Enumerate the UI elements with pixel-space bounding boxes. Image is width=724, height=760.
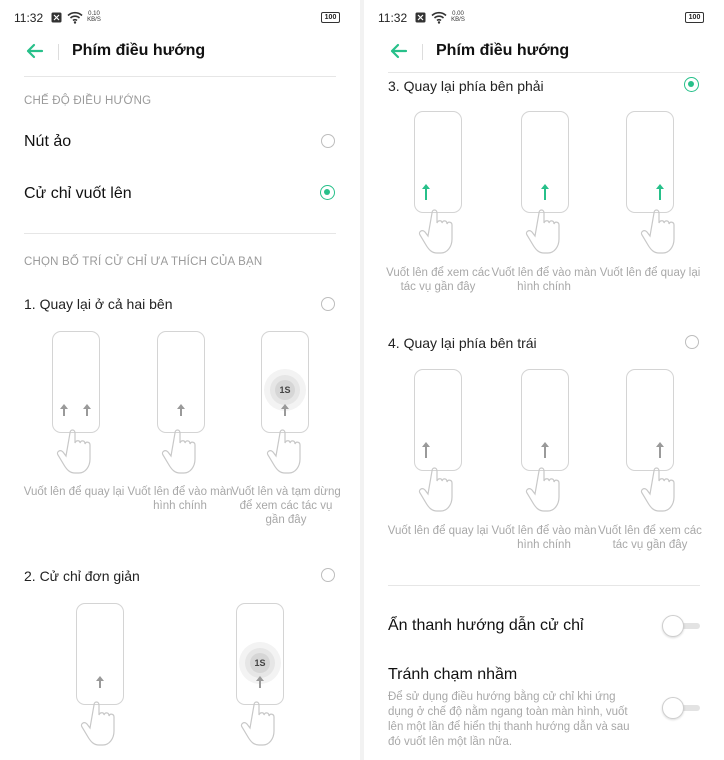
option3-caption-2: Vuốt lên để vào màn hình chính [491,267,597,293]
avoid-touch-label: Tránh chạm nhầm [388,666,518,683]
hide-gesture-bar-label: Ẩn thanh hướng dẫn cử chỉ [388,617,584,634]
mode-option-virtual-buttons[interactable]: Nút ảo [24,133,72,150]
page-title: Phím điều hướng [436,42,570,59]
battery-icon: 100 [321,12,340,23]
hand-icon [509,180,589,260]
option4-title[interactable]: 4. Quay lại phía bên trái [388,335,537,351]
section-divider [388,585,700,586]
hand-icon [145,400,225,480]
option1-caption-1: Vuốt lên để quay lại [23,486,125,498]
radio-swipe-gestures[interactable] [320,185,335,200]
radio-option4[interactable] [685,335,699,349]
option1-title[interactable]: 1. Quay lại ở cả hai bên [24,296,173,312]
header-divider [24,76,336,77]
avoid-touch-description: Để sử dụng điều hướng bằng cử chỉ khi ứng dụng ở chế độ nằm ngang toàn màn hình, vuốt lên một lần để hiển thị thanh hướng dẫn và sau đó vuốt lên một lần nữa. [388,691,630,748]
left-screen [0,0,360,760]
radio-option3[interactable] [684,77,699,92]
option4-caption-2: Vuốt lên để vào màn hình chính [491,525,597,551]
hand-icon [250,400,330,480]
hand-icon [402,180,482,260]
battery-icon: 100 [685,12,704,23]
option4-caption-1: Vuốt lên để quay lại [387,525,489,537]
hand-icon [224,672,304,752]
status-time: 11:32 [14,11,44,25]
option3-caption-1: Vuốt lên để xem các tác vụ gần đây [386,267,490,293]
hand-icon [509,438,589,518]
hand-icon [614,180,694,260]
hand-icon [402,438,482,518]
hand-icon [64,672,144,752]
option2-title[interactable]: 2. Cử chỉ đơn giản [24,568,140,584]
option3-caption-3: Vuốt lên để quay lại [599,267,701,279]
app-header [0,32,360,72]
header-separator [58,44,59,60]
avoid-touch-toggle[interactable] [662,697,700,719]
option1-caption-3: Vuốt lên và tạm dừng để xem các tác vụ gần đây [231,486,341,526]
option1-caption-2: Vuốt lên để vào màn hình chính [127,486,233,512]
page-title: Phím điều hướng [72,42,206,59]
network-speed: 0.10 KB/S [87,11,101,23]
app-header [364,32,724,72]
hide-gesture-bar-toggle[interactable] [662,615,700,637]
wifi-icon [431,11,447,27]
header-divider [388,72,700,73]
header-separator [422,44,423,60]
radio-virtual-buttons[interactable] [321,134,335,148]
radio-option2[interactable] [321,568,335,582]
right-screen [364,0,724,760]
mode-option-swipe-gestures[interactable]: Cử chỉ vuốt lên [24,185,132,202]
wifi-icon [67,11,83,27]
hand-icon [614,438,694,518]
option4-caption-3: Vuốt lên để xem các tác vụ gần đây [598,525,702,551]
notification-icon [415,12,426,26]
status-time: 11:32 [378,11,408,25]
back-arrow-icon[interactable] [24,41,44,66]
hold-badge: 1S [279,385,291,395]
mode-section-title: CHẾ ĐỘ ĐIỀU HƯỚNG [24,95,152,107]
section-divider [24,233,336,234]
option3-title[interactable]: 3. Quay lại phía bên phải [388,78,544,94]
status-bar [378,10,718,26]
hand-icon [40,400,120,480]
hold-badge: 1S [254,658,266,668]
network-speed: 0.00 KB/S [451,11,465,23]
radio-option1[interactable] [321,297,335,311]
layout-section-title: CHỌN BỐ TRÍ CỬ CHỈ ƯA THÍCH CỦA BẠN [24,256,263,268]
notification-icon [51,12,62,26]
back-arrow-icon[interactable] [388,41,408,66]
status-bar [14,10,354,26]
